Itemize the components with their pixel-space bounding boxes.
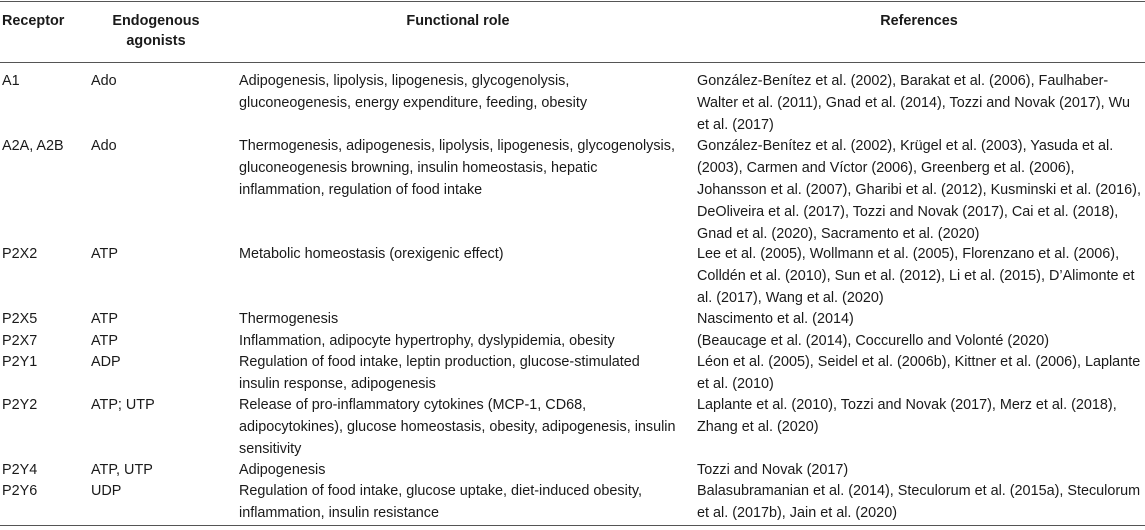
references-cell: (Beaucage et al. (2014), Coccurello and Volonté (2020) bbox=[697, 333, 1049, 349]
table-bottom-rule bbox=[0, 525, 1145, 526]
role-cell: Thermogenesis, adipogenesis, lipolysis, lipogenesis, glycogenolysis, gluconeogenesis browning, insulin homeostasis, hepatic inflammation, regulation of food intake bbox=[239, 138, 675, 198]
agonists-cell: ATP; UTP bbox=[91, 397, 155, 413]
references-cell: Laplante et al. (2010), Tozzi and Novak (2017), Merz et al. (2018), Zhang et al. (2020) bbox=[697, 397, 1117, 435]
references-cell: González-Benítez et al. (2002), Barakat et al. (2006), Faulhaber-Walter et al. (2011), Gnad et al. (2014), Tozzi and Novak (2017), Wu et al. (2017) bbox=[697, 73, 1130, 133]
agonists-cell: ATP bbox=[91, 246, 118, 262]
role-cell: Adipogenesis, lipolysis, lipogenesis, glycogenolysis, gluconeogenesis, energy expenditure, feeding, obesity bbox=[239, 73, 588, 111]
references-cell: Nascimento et al. (2014) bbox=[697, 311, 854, 327]
agonists-cell: ATP, UTP bbox=[91, 462, 153, 478]
references-cell: González-Benítez et al. (2002), Krügel et al. (2003), Yasuda et al. (2003), Carmen and Víctor (2006), Greenberg et al. (2006), Johansson et al. (2007), Gharibi et al. (2012), Kusminski et al. (2016), DeOliveira et al. (2017), Tozzi and Novak (2017), Cai et al. (2018), Gnad et al. (2020), Sacramento et al. (2020) bbox=[697, 138, 1141, 242]
role-cell: Thermogenesis bbox=[239, 311, 339, 327]
receptor-cell: P2Y6 bbox=[2, 483, 38, 499]
receptor-cell: P2Y1 bbox=[2, 354, 38, 370]
references-cell: Tozzi and Novak (2017) bbox=[697, 462, 849, 478]
header-endogenous-agonists: Endogenous agonists bbox=[112, 13, 200, 49]
receptor-cell: A2A, A2B bbox=[2, 138, 64, 154]
role-cell: Release of pro-inflammatory cytokines (MCP-1, CD68, adipocytokines), glucose homeostasis, obesity, adipogenesis, insulin sensitivity bbox=[239, 397, 676, 457]
agonists-cell: Ado bbox=[91, 138, 117, 154]
agonists-cell: UDP bbox=[91, 483, 122, 499]
header-references: References bbox=[880, 13, 958, 29]
references-cell: Lee et al. (2005), Wollmann et al. (2005), Florenzano et al. (2006), Colldén et al. (2010), Sun et al. (2012), Li et al. (2015), D’Alimonte et al. (2017), Wang et al. (2020) bbox=[697, 246, 1135, 306]
role-cell: Adipogenesis bbox=[239, 462, 326, 478]
agonists-cell: Ado bbox=[91, 73, 117, 89]
receptor-cell: P2X5 bbox=[2, 311, 38, 327]
receptor-cell: P2X2 bbox=[2, 246, 38, 262]
role-cell: Regulation of food intake, glucose uptake, diet-induced obesity, inflammation, insulin resistance bbox=[239, 483, 642, 521]
agonists-cell: ADP bbox=[91, 354, 121, 370]
references-cell: Léon et al. (2005), Seidel et al. (2006b), Kittner et al. (2006), Laplante et al. (2010) bbox=[697, 354, 1141, 392]
agonists-cell: ATP bbox=[91, 311, 118, 327]
table-top-rule bbox=[0, 1, 1145, 2]
agonists-cell: ATP bbox=[91, 333, 118, 349]
receptor-cell: P2X7 bbox=[2, 333, 38, 349]
role-cell: Regulation of food intake, leptin production, glucose-stimulated insulin response, adipogenesis bbox=[239, 354, 640, 392]
table-header-rule bbox=[0, 62, 1145, 63]
role-cell: Metabolic homeostasis (orexigenic effect) bbox=[239, 246, 504, 262]
header-functional-role: Functional role bbox=[406, 13, 510, 29]
receptor-cell: P2Y2 bbox=[2, 397, 38, 413]
receptor-cell: A1 bbox=[2, 73, 20, 89]
receptor-cell: P2Y4 bbox=[2, 462, 38, 478]
references-cell: Balasubramanian et al. (2014), Steculorum et al. (2015a), Steculorum et al. (2017b), Jain et al. (2020) bbox=[697, 483, 1141, 521]
header-receptor: Receptor bbox=[2, 13, 65, 29]
role-cell: Inflammation, adipocyte hypertrophy, dyslypidemia, obesity bbox=[239, 333, 615, 349]
